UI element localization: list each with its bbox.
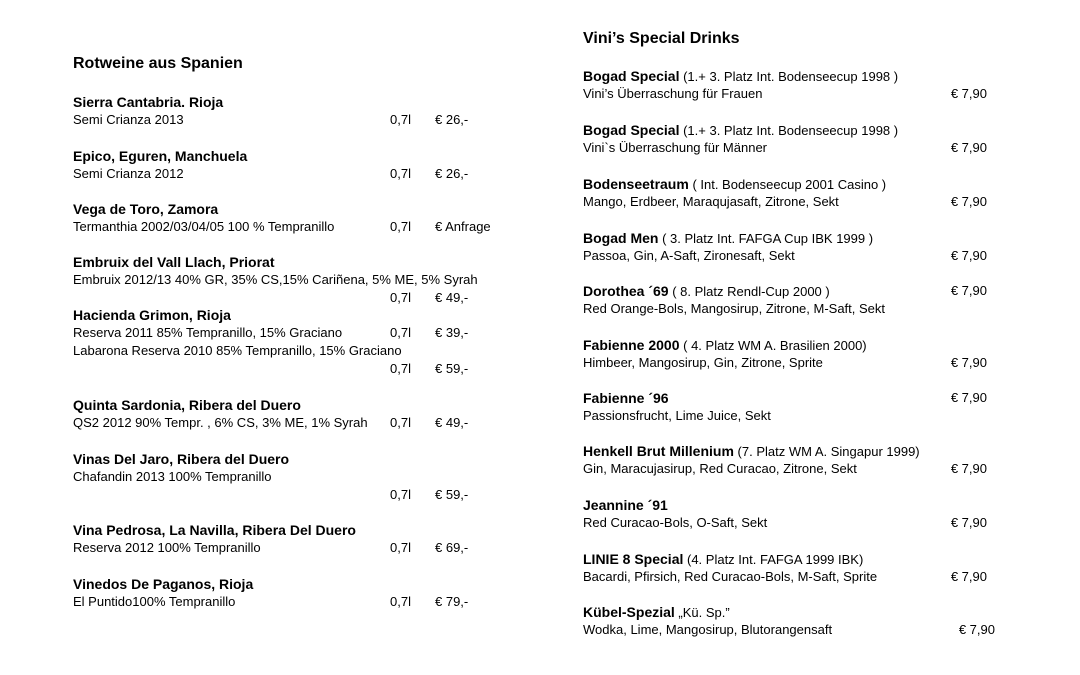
drink-title-line (583, 496, 1003, 514)
wine-volume: 0,7l (390, 415, 411, 430)
wine-description: Reserva 2011 85% Tempranillo, 15% Graciano (73, 325, 343, 340)
drink-title-line (583, 603, 1003, 621)
drink-entry (583, 550, 1003, 586)
wine-entry (73, 93, 493, 129)
wine-price: € 49,- (435, 290, 469, 305)
drink-award-note: (7. Platz WM A. Singapur 1999) (737, 444, 920, 459)
drink-title-line (583, 175, 1003, 193)
wine-volume: 0,7l (390, 540, 411, 555)
drink-award-note: ( 8. Platz Rendl-Cup 2000 ) (672, 284, 830, 299)
drink-entry (583, 67, 1003, 103)
section-heading-red-wines: Rotweine aus Spanien (73, 55, 243, 72)
wine-detail-line (73, 271, 493, 289)
drink-detail-line (583, 247, 1003, 265)
wine-detail-line (73, 593, 493, 611)
wine-price: € 79,- (435, 594, 469, 609)
drink-title-line (583, 336, 1003, 354)
drink-ingredients: Red Orange-Bols, Mangosirup, Zitrone, M-Saft, Sekt (583, 301, 886, 316)
wine-price: € 26,- (435, 112, 469, 127)
wine-name: Vinedos De Paganos, Rioja (73, 576, 254, 592)
wine-entry (73, 147, 493, 183)
drink-entry (583, 496, 1003, 532)
drink-price: € 7,90 (950, 390, 987, 405)
wine-price-line (73, 289, 493, 307)
wine-price: € 26,- (435, 166, 469, 181)
wine-price: € 39,- (435, 325, 469, 340)
wine-description: Reserva 2012 100% Tempranillo (73, 540, 261, 555)
drink-price: € 7,90 (958, 622, 995, 637)
wine-entry (73, 450, 493, 504)
wine-description: Embruix 2012/13 40% GR, 35% CS,15% Cariñena, 5% ME, 5% Syrah (73, 272, 478, 287)
wine-entry (73, 521, 493, 557)
drink-ingredients: Himbeer, Mangosirup, Gin, Zitrone, Sprite (583, 355, 823, 370)
drink-entry (583, 389, 1003, 425)
wine-volume: 0,7l (390, 166, 411, 181)
wine-price: € 69,- (435, 540, 469, 555)
wine-entry (73, 253, 493, 307)
drink-price: € 7,90 (950, 461, 987, 476)
drink-entry (583, 175, 1003, 211)
wine-volume: 0,7l (390, 290, 411, 305)
wine-description: Chafandin 2013 100% Tempranillo (73, 469, 272, 484)
drink-name: Fabienne 2000 (583, 337, 680, 353)
drink-ingredients: Passionsfrucht, Lime Juice, Sekt (583, 408, 771, 423)
drink-detail-line (583, 407, 1003, 425)
drink-entry (583, 603, 1003, 639)
wine-detail-line (73, 342, 493, 360)
wine-description: Semi Crianza 2012 (73, 166, 184, 181)
wine-volume: 0,7l (390, 219, 411, 234)
drink-ingredients: Bacardi, Pfirsich, Red Curacao-Bols, M-Saft, Sprite (583, 569, 878, 584)
wine-detail-line (73, 165, 493, 183)
drink-detail-line (583, 568, 1003, 586)
drink-title-line (583, 67, 1003, 85)
wine-name: Vega de Toro, Zamora (73, 201, 219, 217)
wine-name: Vina Pedrosa, La Navilla, Ribera Del Duero (73, 522, 356, 538)
wine-entry (73, 575, 493, 611)
drink-price: € 7,90 (950, 248, 987, 263)
drink-entry (583, 121, 1003, 157)
drink-name: Henkell Brut Millenium (583, 443, 734, 459)
drink-detail-line (583, 514, 1003, 532)
drink-name: Bodenseetraum (583, 176, 689, 192)
drink-price: € 7,90 (950, 194, 987, 209)
drink-detail-line (583, 139, 1003, 157)
wine-description: Semi Crianza 2013 (73, 112, 184, 127)
wine-detail-line (73, 111, 493, 129)
wine-volume: 0,7l (390, 594, 411, 609)
drink-detail-line (583, 193, 1003, 211)
drink-name: Bogad Men (583, 230, 659, 246)
drink-detail-line (583, 460, 1003, 478)
wine-entry (73, 306, 493, 378)
wine-price: € 49,- (435, 415, 469, 430)
drink-ingredients: Gin, Maracujasirup, Red Curacao, Zitrone, Sekt (583, 461, 857, 476)
drink-detail-line (583, 621, 1003, 639)
section-heading-special-drinks: Vini’s Special Drinks (583, 30, 740, 47)
wine-name: Sierra Cantabria. Rioja (73, 94, 224, 110)
wine-volume: 0,7l (390, 487, 411, 502)
drink-name: Dorothea ´69 (583, 283, 669, 299)
drink-award-note: „Kü. Sp.” (678, 605, 730, 620)
wine-entry (73, 200, 493, 236)
wine-volume: 0,7l (390, 361, 411, 376)
drink-name: Fabienne ´96 (583, 390, 669, 406)
wine-detail-line (73, 468, 493, 486)
drink-award-note: ( Int. Bodenseecup 2001 Casino ) (692, 177, 887, 192)
wine-description: Termanthia 2002/03/04/05 100 % Tempranillo (73, 219, 335, 234)
drink-award-note: (1.+ 3. Platz Int. Bodenseecup 1998 ) (683, 123, 899, 138)
drink-entry (583, 336, 1003, 372)
drink-price: € 7,90 (950, 140, 987, 155)
drink-name: Bogad Special (583, 68, 680, 84)
wine-description: QS2 2012 90% Tempr. , 6% CS, 3% ME, 1% Syrah (73, 415, 368, 430)
drink-ingredients: Red Curacao-Bols, O-Saft, Sekt (583, 515, 768, 530)
drink-price: € 7,90 (950, 515, 987, 530)
drink-detail-line (583, 354, 1003, 372)
drink-ingredients: Passoa, Gin, A-Saft, Zironesaft, Sekt (583, 248, 795, 263)
drink-price: € 7,90 (950, 283, 987, 298)
wine-volume: 0,7l (390, 325, 411, 340)
drink-name: Bogad Special (583, 122, 680, 138)
drink-award-note: (1.+ 3. Platz Int. Bodenseecup 1998 ) (683, 69, 899, 84)
drink-title-line (583, 121, 1003, 139)
wine-price: € 59,- (435, 487, 469, 502)
drink-name: Jeannine ´91 (583, 497, 668, 513)
drink-ingredients: Mango, Erdbeer, Maraqujasaft, Zitrone, Sekt (583, 194, 839, 209)
drink-award-note: (4. Platz Int. FAFGA 1999 IBK) (687, 552, 864, 567)
wine-description: Labarona Reserva 2010 85% Tempranillo, 15% Graciano (73, 343, 402, 358)
wine-price: € Anfrage (435, 219, 491, 234)
wine-price-line (73, 360, 493, 378)
drink-price: € 7,90 (950, 86, 987, 101)
wine-detail-line (73, 539, 493, 557)
wine-name: Vinas Del Jaro, Ribera del Duero (73, 451, 290, 467)
drink-name: Kübel-Spezial (583, 604, 675, 620)
wine-entry (73, 396, 493, 432)
wine-name: Hacienda Grimon, Rioja (73, 307, 231, 323)
wine-detail-line (73, 414, 493, 432)
drink-ingredients: Vini`s Überraschung für Männer (583, 140, 768, 155)
wine-name: Embruix del Vall Llach, Priorat (73, 254, 275, 270)
drink-entry (583, 442, 1003, 478)
drink-title-line (583, 282, 1003, 300)
drink-detail-line (583, 85, 1003, 103)
wine-name: Quinta Sardonia, Ribera del Duero (73, 397, 301, 413)
wine-detail-line (73, 218, 493, 236)
drink-award-note: ( 3. Platz Int. FAFGA Cup IBK 1999 ) (662, 231, 874, 246)
drink-price: € 7,90 (950, 569, 987, 584)
drink-title-line (583, 389, 1003, 407)
drink-award-note: ( 4. Platz WM A. Brasilien 2000) (683, 338, 867, 353)
wine-name: Epico, Eguren, Manchuela (73, 148, 248, 164)
wine-description: El Puntido100% Tempranillo (73, 594, 236, 609)
wine-detail-line (73, 324, 493, 342)
drink-entry (583, 282, 1003, 318)
drink-name: LINIE 8 Special (583, 551, 684, 567)
wine-volume: 0,7l (390, 112, 411, 127)
drink-detail-line (583, 300, 1003, 318)
drink-title-line (583, 550, 1003, 568)
drink-price: € 7,90 (950, 355, 987, 370)
drink-entry (583, 229, 1003, 265)
wine-price-line (73, 486, 493, 504)
drink-title-line (583, 442, 1003, 460)
drink-ingredients: Wodka, Lime, Mangosirup, Blutorangensaft (583, 622, 833, 637)
drink-title-line (583, 229, 1003, 247)
wine-price: € 59,- (435, 361, 469, 376)
drink-ingredients: Vini’s Überraschung für Frauen (583, 86, 763, 101)
